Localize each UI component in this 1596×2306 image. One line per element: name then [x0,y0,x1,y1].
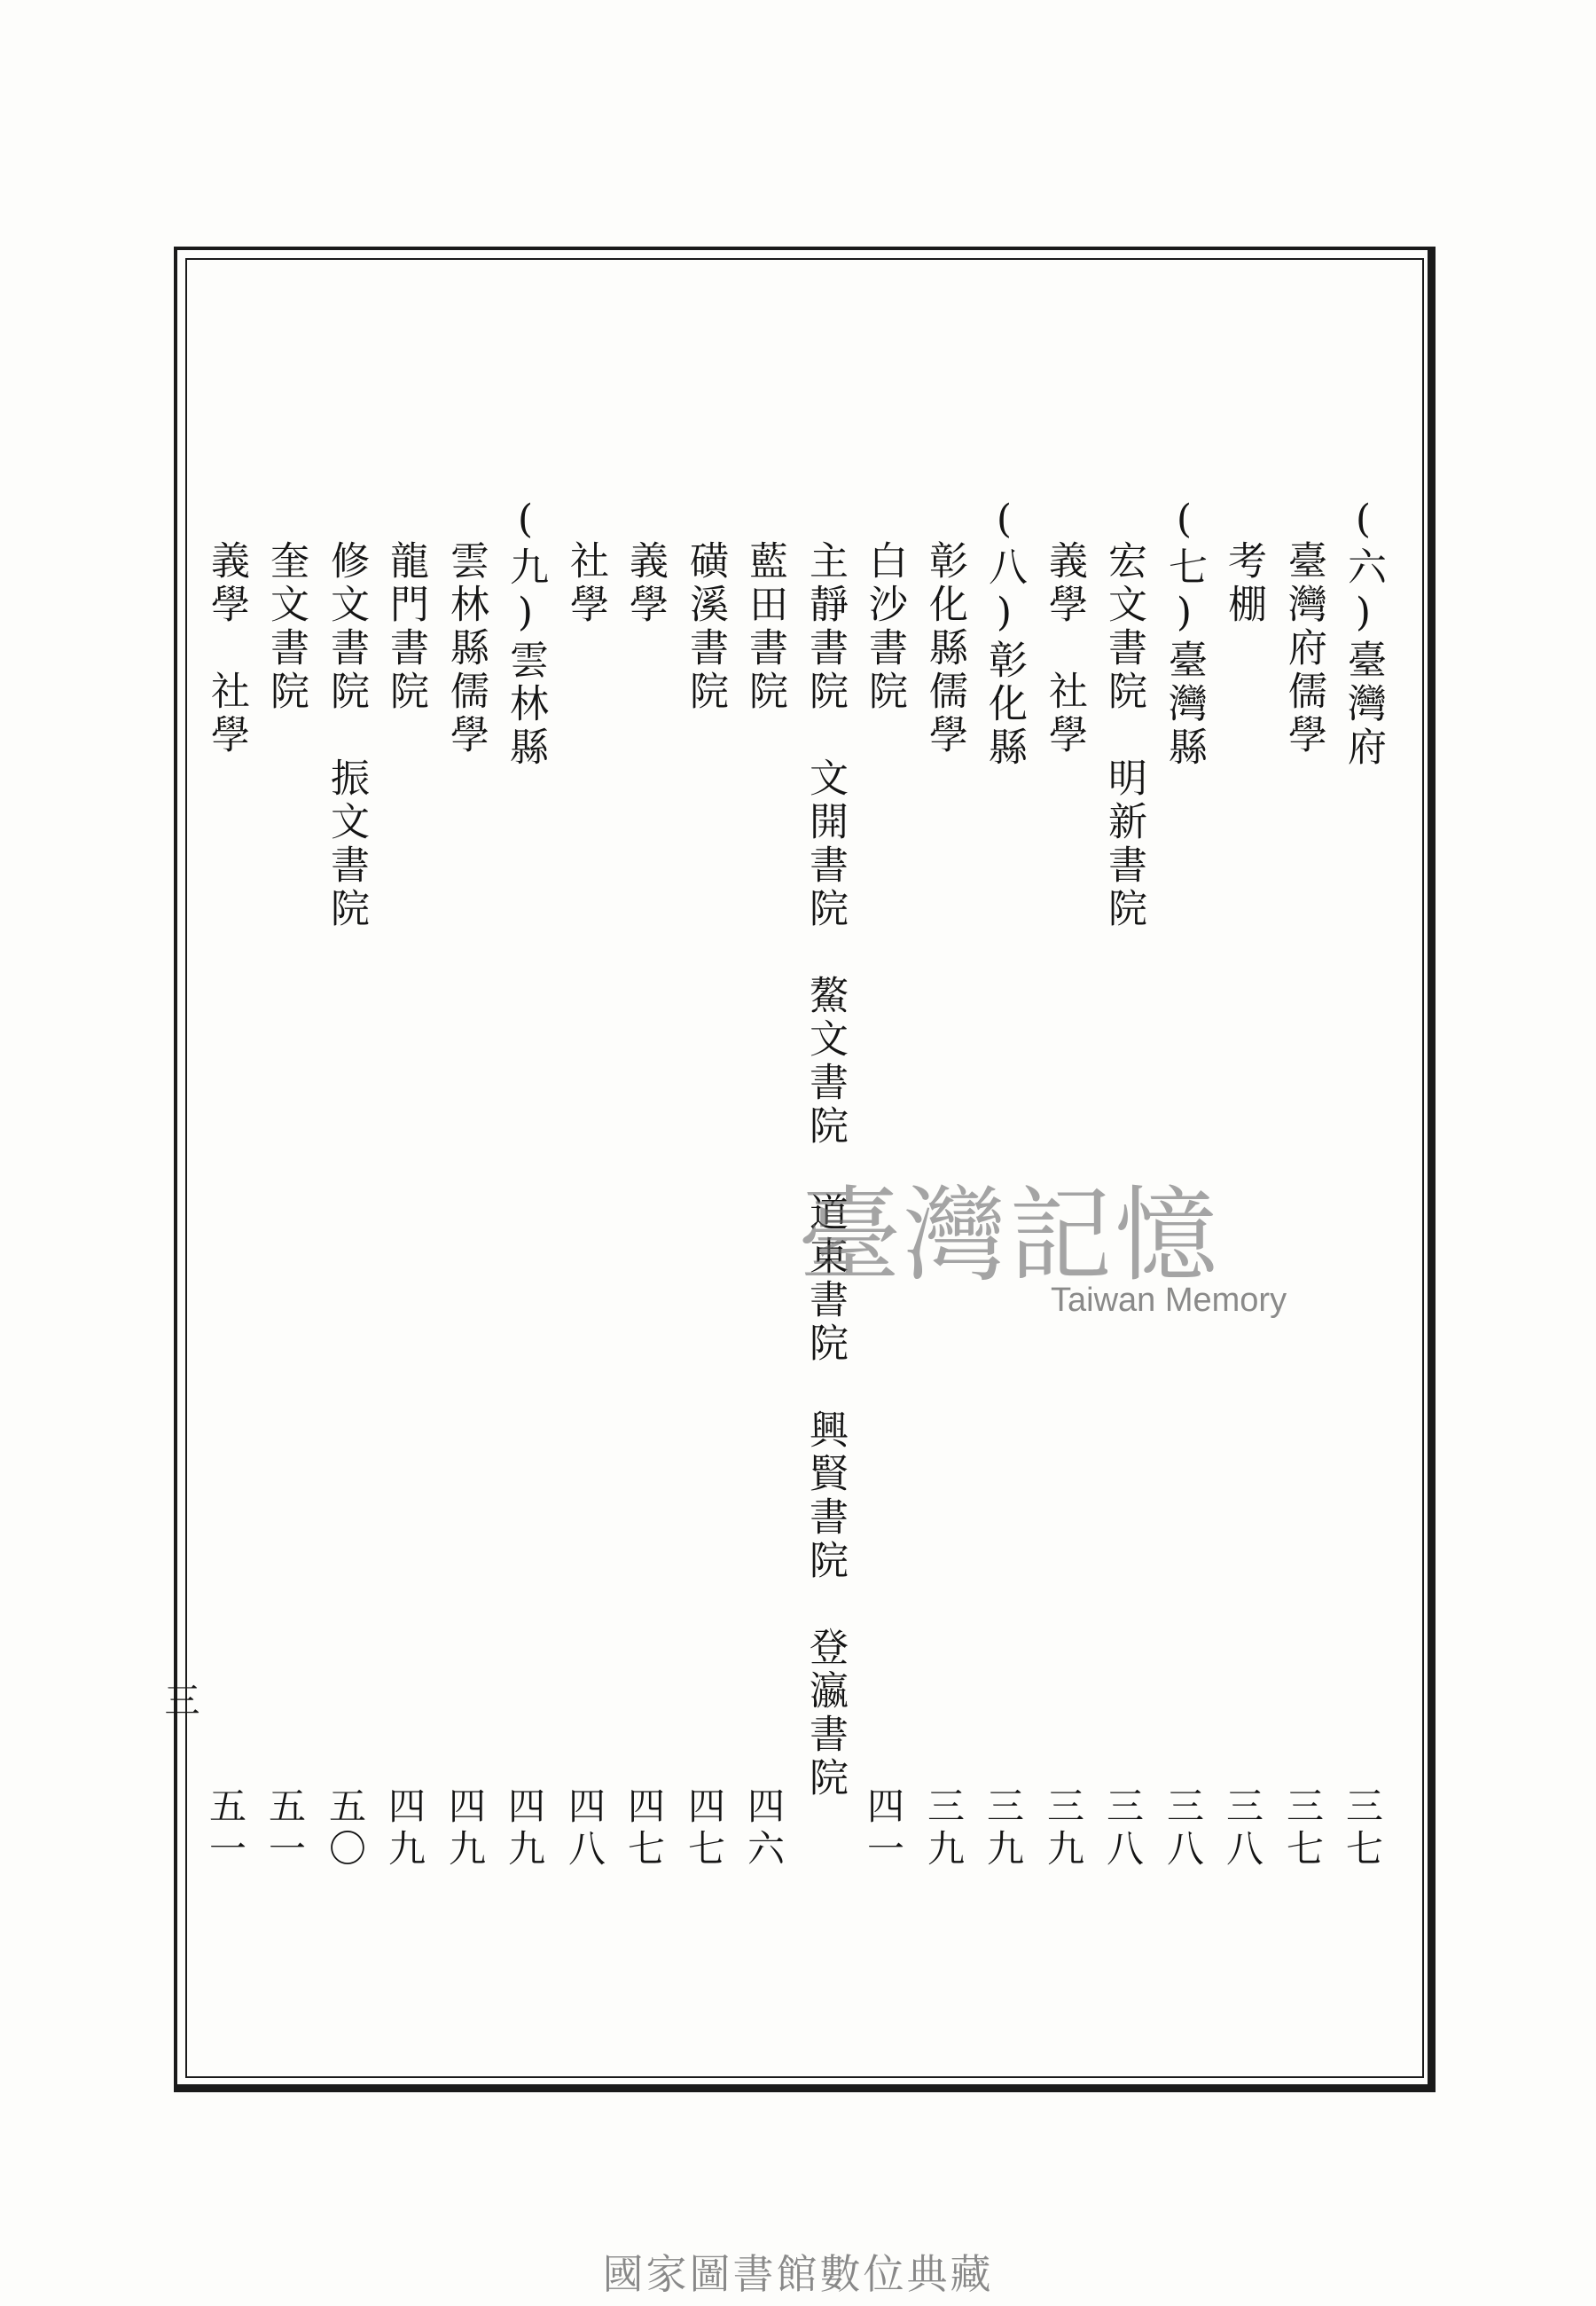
toc-entry: 修文書院 振文書院 [324,497,369,931]
toc-page-number: 三七 [1341,1786,1384,1871]
toc-page-number: 四九 [503,1786,546,1871]
toc-entry: 主靜書院 文開書院 鰲文書院 道東書院 興賢書院 登瀛書院 [802,497,848,1800]
toc-page-number: 四八 [563,1786,606,1871]
toc-entry: 宏文書院 明新書院 [1101,497,1146,931]
toc-entry: 藍田書院 [742,497,787,714]
page-number: 三 [159,1682,200,1717]
toc-page-number: 四九 [383,1786,426,1871]
toc-entry: 臺灣府儒學 [1281,497,1326,757]
toc-entry: 奎文書院 [263,497,309,714]
toc-page-number: 五一 [204,1786,247,1871]
toc-entry: 義學 社學 [1042,497,1087,757]
toc-entry: 社學 [563,497,608,627]
toc-page-number: 三八 [1162,1786,1205,1871]
toc-entry: (九)雲林縣 [503,497,548,770]
watermark-english: Taiwan Memory [1051,1282,1287,1319]
toc-entry: 考棚 [1221,497,1266,627]
toc-page-number: 三九 [982,1786,1025,1871]
toc-entry: (七)臺灣縣 [1162,497,1207,770]
toc-entry: 義學 社學 [204,497,249,757]
toc-page-number: 三八 [1221,1786,1264,1871]
toc-page-number: 三九 [922,1786,966,1871]
toc-page-number: 三七 [1281,1786,1325,1871]
toc-entry: 彰化縣儒學 [922,497,967,757]
toc-page-number: 五一 [263,1786,307,1871]
toc-page-number: 五〇 [324,1786,367,1871]
toc-page-number: 四七 [622,1786,666,1871]
toc-entry: 磺溪書院 [683,497,728,714]
toc-page-number: 三八 [1101,1786,1145,1871]
toc-entry: 白沙書院 [862,497,907,714]
toc-entry: 義學 [622,497,668,627]
toc-entry: (八)彰化縣 [982,497,1027,770]
toc-page-number: 四九 [443,1786,487,1871]
toc-entry: (六)臺灣府 [1341,497,1386,770]
toc-page-number: 四一 [862,1786,905,1871]
toc-entry: 龍門書院 [383,497,428,714]
toc-page-number: 四六 [742,1786,786,1871]
toc-page-number: 四七 [683,1786,726,1871]
toc-page-number: 三九 [1042,1786,1085,1871]
toc-entry: 雲林縣儒學 [443,497,489,757]
watermark-chinese: 臺灣記憶 [798,1176,1220,1296]
footer-credit: 國家圖書館數位典藏 [602,2250,994,2298]
